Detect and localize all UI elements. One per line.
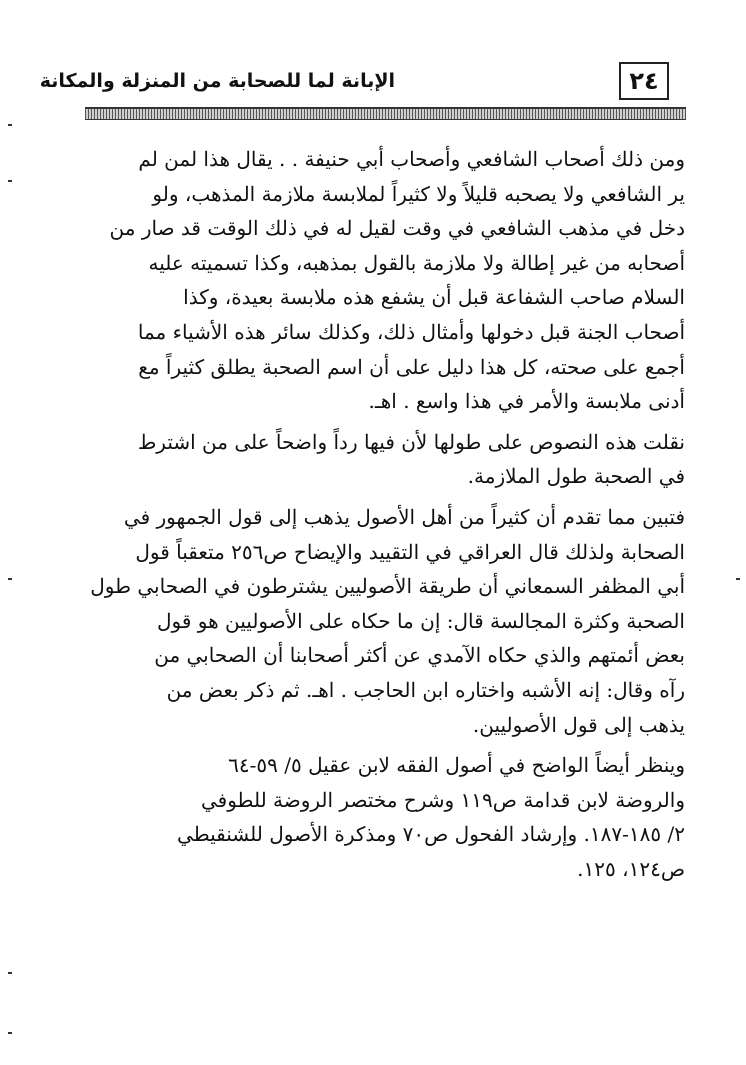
margin-mark	[8, 1032, 12, 1034]
text-line: الصحابة ولذلك قال العراقي في التقييد والإيضاح ص٢٥٦ متعقباً قول	[135, 539, 685, 564]
text-line: أبي المظفر السمعاني أن طريقة الأصوليين يشترطون في الصحابي طول	[90, 574, 685, 599]
text-line: الصحبة وكثرة المجالسة قال: إن ما حكاه على الأصوليين هو قول	[157, 608, 685, 633]
running-title: الإبانة لما للصحابة من المنزلة والمكانة	[39, 70, 395, 92]
margin-mark	[8, 124, 12, 126]
text-line: ير الشافعي ولا يصحبه قليلاً ولا كثيراً لملابسة ملازمة المذهب، ولو	[152, 181, 685, 206]
text-line: السلام صاحب الشفاعة قبل أن يشفع هذه ملابسة بعيدة، وكذا	[183, 285, 685, 310]
body-text	[60, 142, 685, 886]
text-line: ٢/ ١٨٥-١٨٧. وإرشاد الفحول ص٧٠ ومذكرة الأصول للشنقيطي	[177, 822, 685, 847]
paragraph	[60, 748, 685, 886]
text-line: أصحاب الجنة قبل دخولها وأمثال ذلك، وكذلك سائر هذه الأشياء مما	[137, 319, 685, 344]
margin-mark	[8, 578, 12, 580]
text-line: أجمع على صحته، كل هذا دليل على أن اسم الصحبة يطلق كثيراً مع	[138, 354, 685, 379]
paragraph	[60, 500, 685, 742]
text-line: وينظر أيضاً الواضح في أصول الفقه لابن عقيل ٥/ ٥٩-٦٤	[228, 753, 685, 778]
margin-mark	[8, 180, 12, 182]
text-line: أصحابه من غير إطالة ولا ملازمة بالقول بمذهبه، وكذا تسميته عليه	[148, 250, 685, 275]
header-rule	[85, 107, 686, 120]
paragraph	[60, 142, 685, 419]
text-line: والروضة لابن قدامة ص١١٩ وشرح مختصر الروضة للطوفي	[200, 787, 685, 812]
text-line: بعض أئمتهم والذي حكاه الآمدي عن أكثر أصحابنا أن الصحابي من	[154, 643, 685, 668]
margin-mark	[736, 578, 740, 580]
text-line: ومن ذلك أصحاب الشافعي وأصحاب أبي حنيفة . . يقال هذا لمن لم	[138, 147, 685, 171]
text-line: أدنى ملابسة والأمر في هذا واسع . اهـ.	[368, 389, 685, 414]
margin-mark	[8, 972, 12, 974]
text-line: فتبين مما تقدم أن كثيراً من أهل الأصول يذهب إلى قول الجمهور في	[123, 504, 685, 529]
text-line: ص١٢٤، ١٢٥.	[577, 856, 685, 881]
page-number: ٢٤	[619, 62, 669, 100]
text-line: نقلت هذه النصوص على طولها لأن فيها رداً واضحاً على من اشترط	[137, 429, 685, 454]
text-line: دخل في مذهب الشافعي في وقت لقيل له في ذلك الوقت قد صار من	[109, 216, 685, 241]
paragraph	[60, 425, 685, 494]
text-line: رآه وقال: إنه الأشبه واختاره ابن الحاجب . اهـ. ثم ذكر بعض من	[166, 677, 685, 702]
text-line: يذهب إلى قول الأصوليين.	[472, 712, 685, 737]
text-line: في الصحبة طول الملازمة.	[467, 464, 685, 489]
